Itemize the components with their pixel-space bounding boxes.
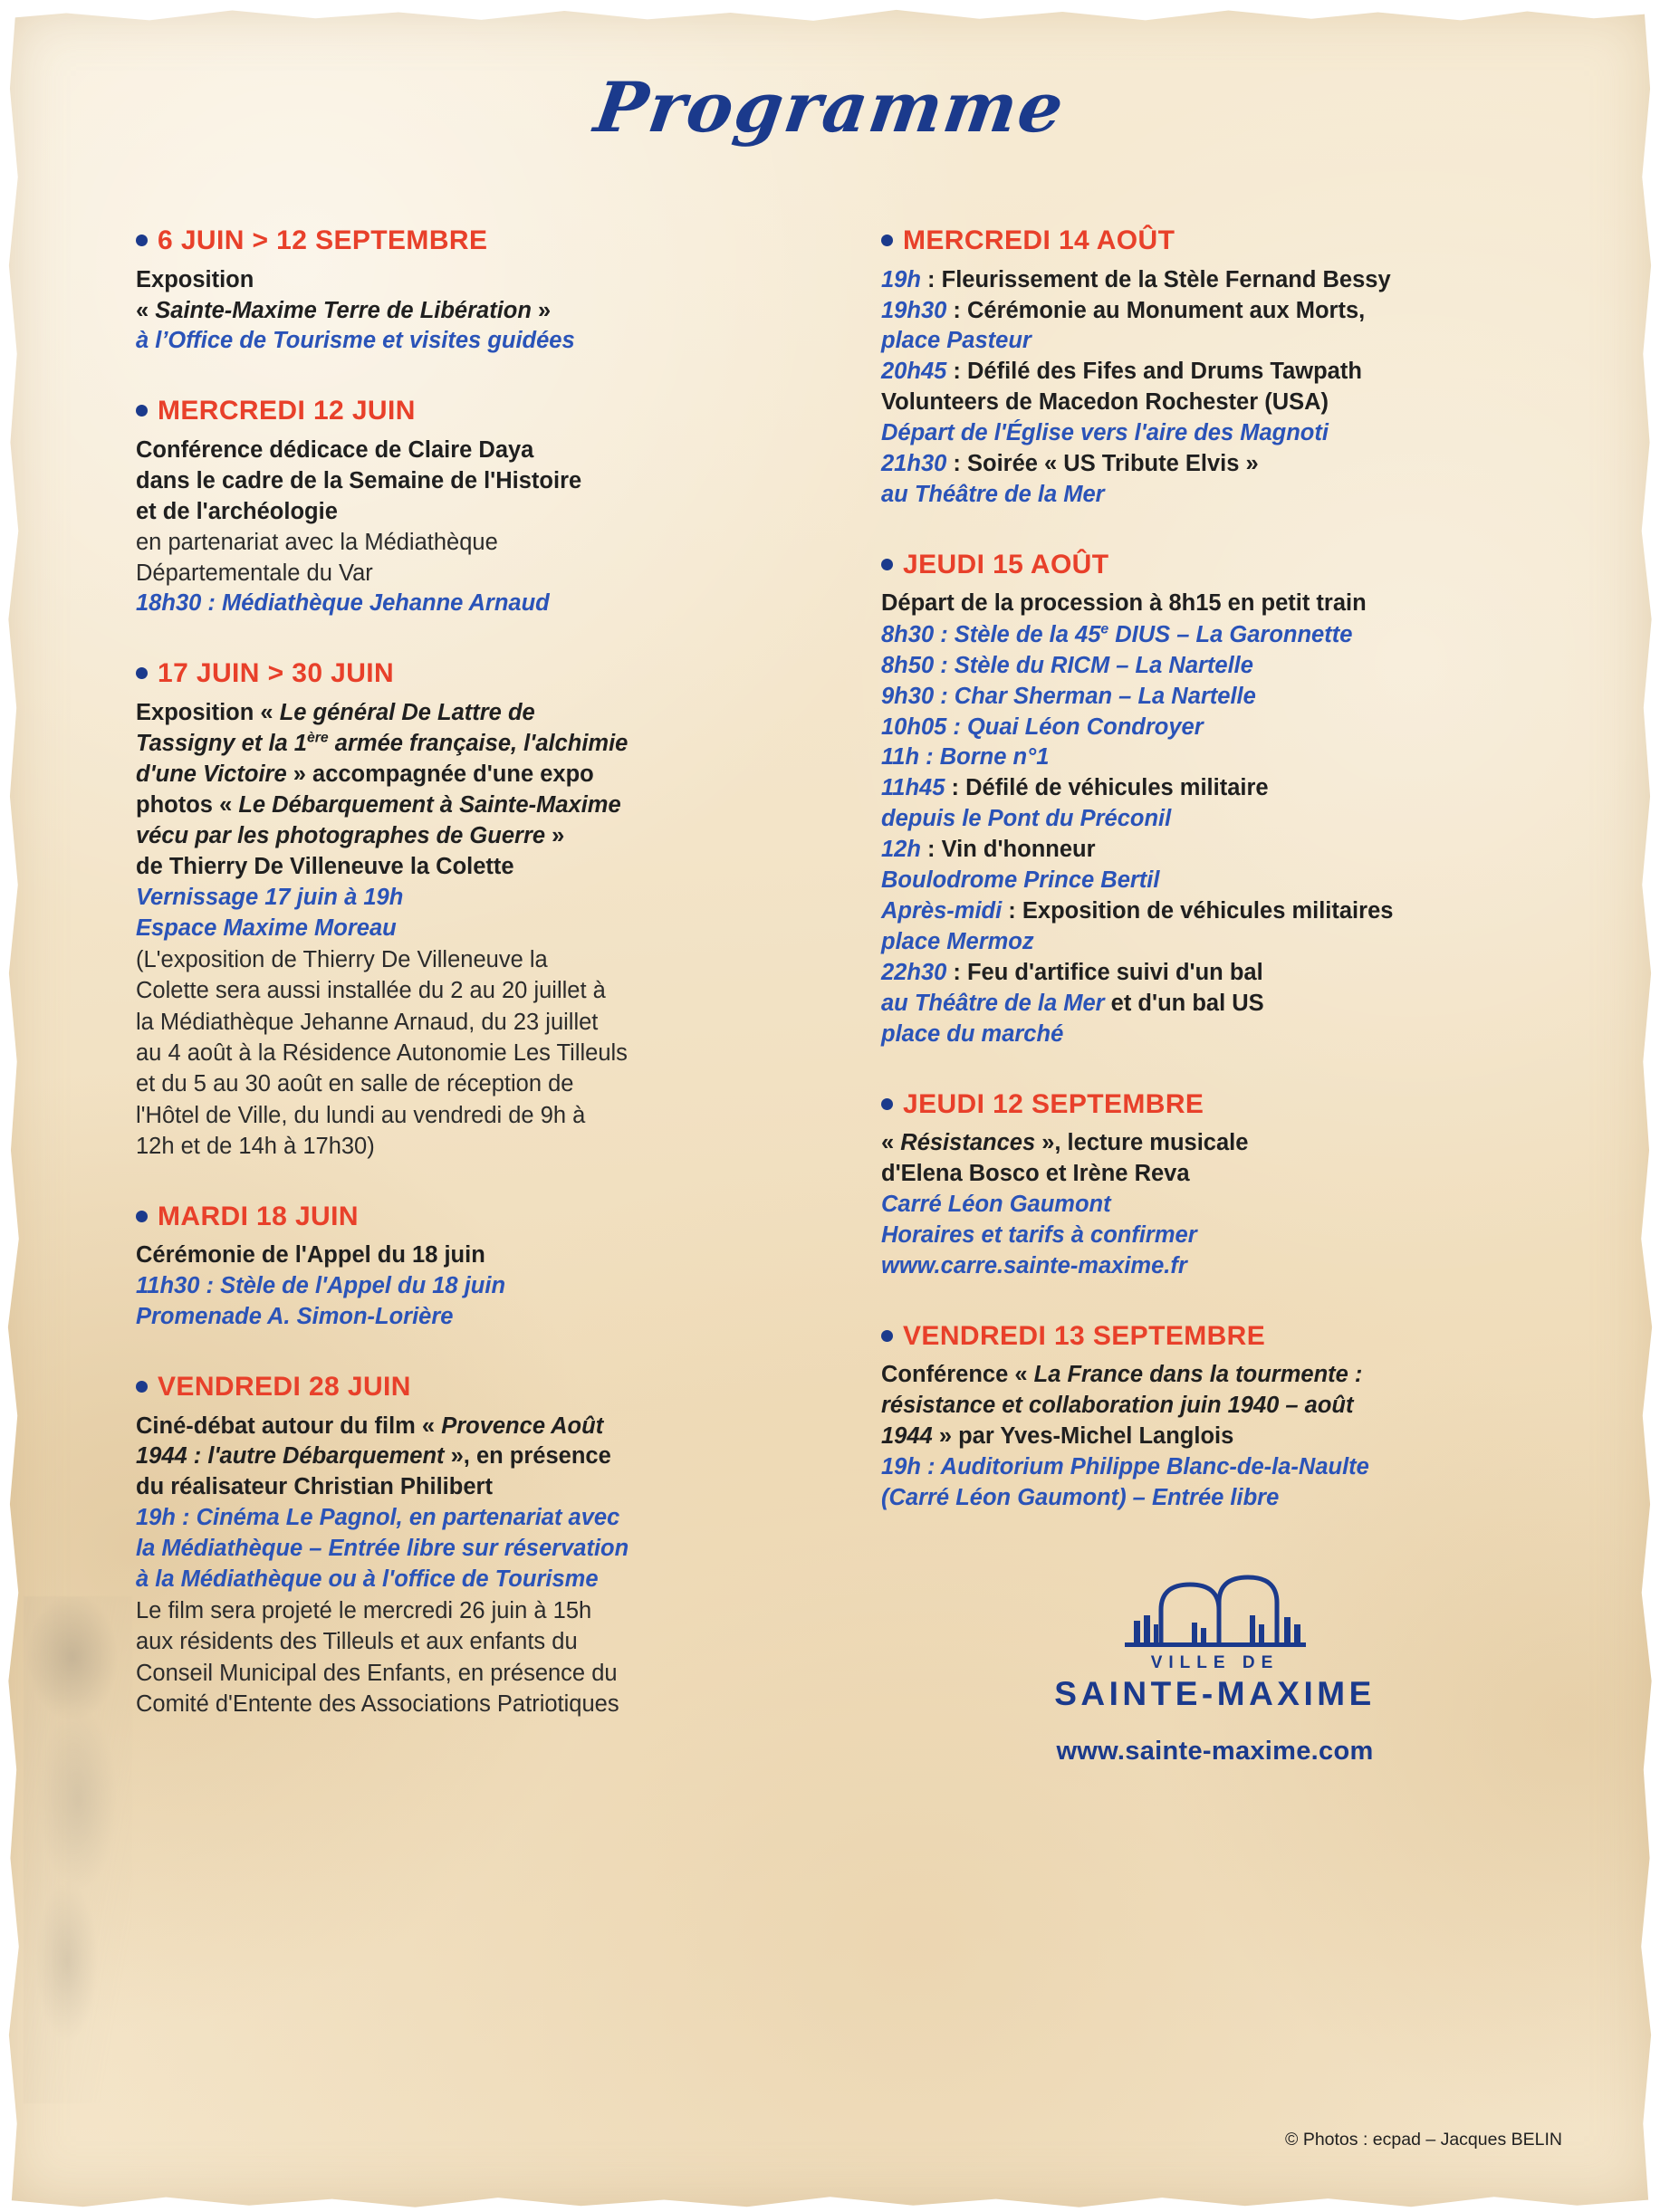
event-line: 9h30 : Char Sherman – La Nartelle [881, 683, 1256, 709]
event-line: Exposition « Le général De Lattre de [136, 699, 535, 725]
event-line: Cérémonie de l'Appel du 18 juin [136, 1242, 485, 1269]
event-heading: 6 JUIN > 12 SEPTEMBRE [136, 225, 803, 258]
event-line: en partenariat avec la Médiathèque [136, 529, 498, 555]
event-note: 12h et de 14h à 17h30) [136, 1134, 375, 1160]
event-block [881, 225, 1549, 511]
event-line: 1944 » par Yves-Michel Langlois [881, 1423, 1234, 1450]
event-note: Colette sera aussi installée du 2 au 20 juillet à [136, 978, 606, 1004]
event-line: 1944 : l'autre Débarquement », en présence [136, 1443, 611, 1470]
photo-credit: © Photos : ecpad – Jacques BELIN [1285, 2130, 1562, 2150]
city-website-link[interactable]: www.sainte-maxime.com [1056, 1736, 1374, 1766]
right-column [881, 225, 1549, 1767]
event-line: vécu par les photographes de Guerre » [136, 823, 565, 849]
event-line: Carré Léon Gaumont [881, 1191, 1111, 1217]
bullet-icon [881, 235, 893, 246]
event-note: aux résidents des Tilleuls et aux enfants du [136, 1629, 578, 1655]
event-heading: 17 JUIN > 30 JUIN [136, 657, 803, 691]
bullet-icon [881, 559, 893, 570]
event-note: (L'exposition de Thierry De Villeneuve la [136, 946, 548, 972]
event-line: d'Elena Bosco et Irène Reva [881, 1161, 1190, 1187]
event-line: Tassigny et la 1ère armée française, l'alchimie [136, 730, 628, 757]
logo-subtitle: VILLE DE [1150, 1652, 1280, 1672]
event-line: et de l'archéologie [136, 498, 338, 524]
event-line: 8h50 : Stèle du RICM – La Nartelle [881, 652, 1253, 678]
event-line: (Carré Léon Gaumont) – Entrée libre [881, 1484, 1280, 1510]
paper-edge-left [0, 0, 24, 2212]
event-line: du réalisateur Christian Philibert [136, 1474, 493, 1500]
city-logo [881, 1572, 1549, 1767]
event-line: 8h30 : Stèle de la 45e DIUS – La Garonnette [881, 621, 1353, 647]
bullet-icon [136, 235, 148, 246]
event-line: depuis le Pont du Préconil [881, 806, 1172, 832]
event-note: et du 5 au 30 août en salle de réception de [136, 1071, 574, 1097]
event-line: photos « Le Débarquement à Sainte-Maxime [136, 792, 621, 819]
event-line: Après-midi : Exposition de véhicules militaires [881, 898, 1394, 924]
event-line: Départementale du Var [136, 560, 373, 586]
event-line: Promenade A. Simon-Lorière [136, 1304, 454, 1330]
event-block [881, 549, 1549, 1050]
event-note: la Médiathèque Jehanne Arnaud, du 23 juillet [136, 1009, 599, 1035]
event-heading: VENDREDI 13 SEPTEMBRE [881, 1320, 1549, 1354]
bullet-icon [136, 1381, 148, 1393]
event-website-link[interactable]: www.carre.sainte-maxime.fr [881, 1252, 1187, 1278]
event-note: l'Hôtel de Ville, du lundi au vendredi de 9h à [136, 1102, 586, 1128]
bullet-icon [881, 1330, 893, 1342]
event-line: Ciné-débat autour du film « Provence Août [136, 1412, 604, 1439]
event-line: 19h : Auditorium Philippe Blanc-de-la-Naulte [881, 1453, 1369, 1479]
event-line: de Thierry De Villeneuve la Colette [136, 853, 514, 879]
event-block [881, 1320, 1549, 1514]
event-heading: JEUDI 15 AOÛT [881, 549, 1549, 582]
event-line: 19h30 : Cérémonie au Monument aux Morts, [881, 297, 1366, 323]
event-line: Départ de l'Église vers l'aire des Magnoti [881, 420, 1329, 446]
event-line: Boulodrome Prince Bertil [881, 867, 1160, 894]
paper-edge-top [0, 0, 1660, 24]
bullet-icon [136, 667, 148, 679]
event-line: 11h : Borne n°1 [881, 744, 1050, 771]
event-line: 12h : Vin d'honneur [881, 837, 1096, 863]
event-line: 11h45 : Défilé de véhicules militaire [881, 775, 1269, 801]
event-line: Conférence « La France dans la tourmente : [881, 1362, 1363, 1388]
event-line: 20h45 : Défilé des Fifes and Drums Tawpath [881, 359, 1362, 385]
event-note: Le film sera projeté le mercredi 26 juin à 15h [136, 1597, 592, 1623]
event-block [136, 1371, 803, 1720]
event-block [136, 395, 803, 619]
event-line: Départ de la procession à 8h15 en petit train [881, 590, 1367, 617]
paper-edge-bottom [0, 2190, 1660, 2212]
event-line: place Mermoz [881, 928, 1034, 954]
event-line: Vernissage 17 juin à 19h [136, 884, 404, 910]
event-line: « Sainte-Maxime Terre de Libération » [136, 297, 552, 323]
paper-edge-right [1636, 0, 1660, 2212]
event-line: Exposition [136, 266, 254, 292]
event-line: dans le cadre de la Semaine de l'Histoire [136, 467, 582, 493]
event-heading: MERCREDI 12 JUIN [136, 395, 803, 428]
event-block [136, 225, 803, 357]
logo-city-name: SAINTE-MAXIME [1054, 1674, 1376, 1712]
event-line: 19h : Cinéma Le Pagnol, en partenariat avec [136, 1505, 620, 1531]
event-note: Conseil Municipal des Enfants, en présence du [136, 1660, 618, 1686]
event-note: au 4 août à la Résidence Autonomie Les Tilleuls [136, 1039, 628, 1066]
event-line: place Pasteur [881, 328, 1032, 354]
event-line: Conférence dédicace de Claire Daya [136, 436, 534, 463]
event-heading: MARDI 18 JUIN [136, 1201, 803, 1234]
event-block [136, 1201, 803, 1333]
event-line: 10h05 : Quai Léon Condroyer [881, 713, 1204, 740]
event-heading: JEUDI 12 SEPTEMBRE [881, 1088, 1549, 1122]
page-title: Programme [590, 67, 1070, 148]
event-block [881, 1088, 1549, 1282]
event-line: résistance et collaboration juin 1940 – août [881, 1393, 1354, 1419]
programme-columns [136, 225, 1549, 1767]
bullet-icon [136, 405, 148, 417]
event-line: d'une Victoire » accompagnée d'une expo [136, 761, 594, 788]
event-block [136, 657, 803, 1162]
event-line: la Médiathèque – Entrée libre sur réservation [136, 1536, 629, 1562]
event-line: au Théâtre de la Mer et d'un bal US [881, 990, 1264, 1016]
event-line: « Résistances », lecture musicale [881, 1130, 1249, 1156]
soldier-photo-watermark [24, 1596, 132, 2103]
event-note: Comité d'Entente des Associations Patriotiques [136, 1691, 619, 1718]
event-heading: MERCREDI 14 AOÛT [881, 225, 1549, 258]
bullet-icon [881, 1098, 893, 1110]
event-line: 19h : Fleurissement de la Stèle Fernand Bessy [881, 266, 1391, 292]
event-line: place du marché [881, 1020, 1064, 1047]
arches-logo-icon [1107, 1572, 1324, 1650]
event-line: Horaires et tarifs à confirmer [881, 1221, 1197, 1248]
bullet-icon [136, 1211, 148, 1222]
event-line: 11h30 : Stèle de l'Appel du 18 juin [136, 1273, 506, 1299]
event-line: au Théâtre de la Mer [881, 481, 1105, 507]
event-heading: VENDREDI 28 JUIN [136, 1371, 803, 1404]
left-column [136, 225, 803, 1767]
event-line: à la Médiathèque ou à l'office de Tourisme [136, 1566, 599, 1593]
event-line: 22h30 : Feu d'artifice suivi d'un bal [881, 959, 1263, 985]
event-line: 21h30 : Soirée « US Tribute Elvis » [881, 451, 1259, 477]
event-line: Espace Maxime Moreau [136, 914, 397, 941]
event-line: Volunteers de Macedon Rochester (USA) [881, 389, 1329, 416]
event-line: 18h30 : Médiathèque Jehanne Arnaud [136, 590, 550, 617]
event-line: à l’Office de Tourisme et visites guidées [136, 328, 575, 354]
